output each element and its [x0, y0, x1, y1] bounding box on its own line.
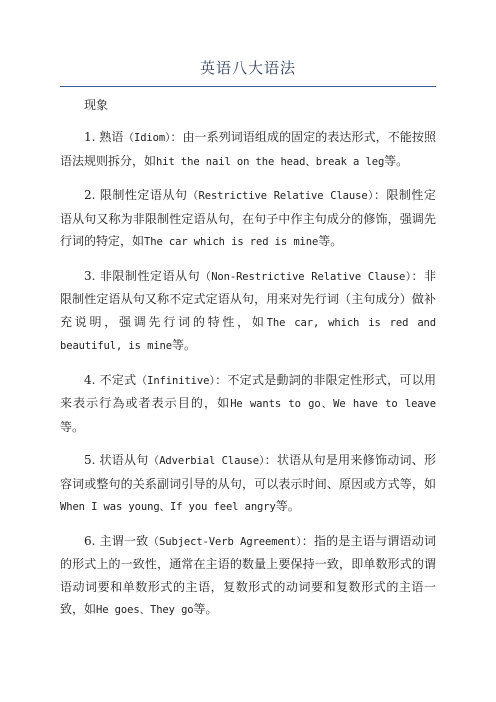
grammar-item-6 — [60, 530, 436, 622]
item-term: 不定式 — [99, 372, 137, 387]
item-body: ：非限制性定语从句又称不定式定语从句，用来对先行词（主句成分）做补充说明，强调先行词的特性，如 — [60, 268, 436, 329]
section-label: 现象 — [84, 98, 109, 112]
item-term: 状语从句 — [99, 453, 149, 467]
item-example: He goes、They go — [96, 604, 194, 616]
item-term-en: （Adverbial Clause） — [148, 455, 265, 467]
grammar-item-3 — [60, 265, 436, 358]
item-term-en: （Non-Restrictive Relative Clause） — [200, 270, 412, 283]
item-number: 2. — [84, 188, 96, 202]
item-term-en: （Infinitive） — [136, 374, 216, 387]
grammar-item-4 — [60, 369, 436, 439]
item-term: 非限制性定语从句 — [99, 268, 201, 283]
item-number: 4. — [84, 372, 96, 387]
item-tail: 等。 — [172, 338, 197, 352]
item-example: The car, which is red and beautiful, is mine — [60, 316, 436, 352]
grammar-item-1 — [60, 126, 436, 173]
item-example: hit the nail on the head、break a leg — [156, 155, 385, 168]
item-tail: 等。 — [384, 153, 409, 168]
item-term: 主谓一致 — [99, 533, 149, 548]
item-example: The car which is red is mine — [144, 236, 319, 248]
item-body: ：指的是主语与谓语动词的形式上的一致性，通常在主语的数量上要保持一致，即单数形式的谓语动词要和单数形式的主语，复数形式的动词要和复数形式的主语一致，如 — [60, 533, 436, 616]
item-body: ：不定式是動詞的非限定性形式，可以用来表示行為或者表示目的，如 — [60, 372, 436, 410]
item-tail: 等。 — [318, 234, 343, 248]
page-title: 英语八大语法 — [199, 59, 296, 77]
item-example: When I was young、If you feel angry — [60, 501, 276, 513]
item-number: 5. — [84, 453, 96, 467]
item-term-en: （Subject-Verb Agreement） — [148, 535, 302, 548]
grammar-item-2 — [60, 184, 436, 254]
item-example: He wants to go、We have to leave — [230, 398, 436, 410]
item-body: ：限制性定语从句又称为非限制性定语从句，在句子中作主句成分的修饰，强调先行词的特定，如 — [60, 188, 436, 248]
item-term: 熟语 — [99, 130, 124, 144]
item-number: 3. — [84, 268, 96, 283]
item-term-en: （Idiom） — [123, 132, 171, 144]
item-body: ：由一系列词语组成的固定的表达形式，不能按照语法规则拆分，如 — [60, 130, 436, 168]
grammar-item-5 — [60, 449, 436, 519]
item-tail: 等。 — [60, 419, 85, 434]
item-tail: 等。 — [275, 499, 300, 513]
document-body — [60, 94, 436, 633]
item-number: 1. — [84, 130, 96, 144]
item-term-en: （Restrictive Relative Clause） — [187, 190, 374, 202]
title-underline — [60, 86, 436, 87]
item-number: 6. — [84, 533, 96, 548]
item-tail: 等。 — [193, 602, 218, 616]
item-body: ：状语从句是用来修饰动词、形容词或整句的关系副词引导的从句，可以表示时间、原因或方式等，如 — [60, 453, 436, 491]
item-term: 限制性定语从句 — [99, 188, 188, 202]
